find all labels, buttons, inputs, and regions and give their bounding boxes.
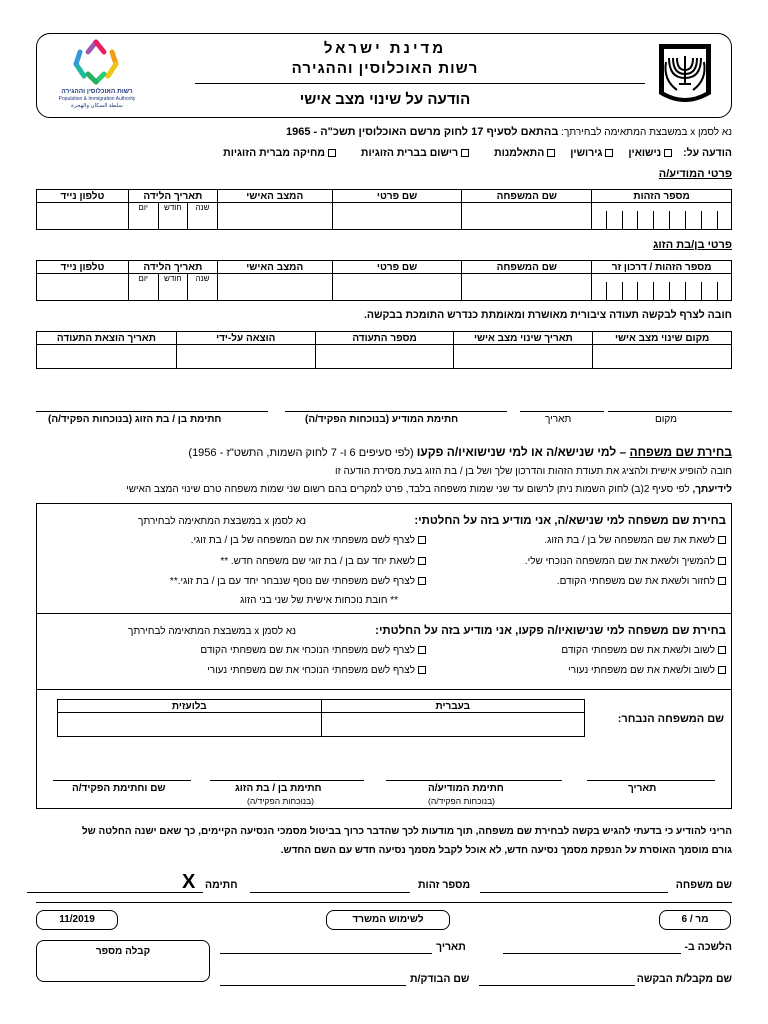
branch-line[interactable] — [503, 953, 681, 954]
state-emblem — [655, 42, 715, 110]
firstname-cell[interactable] — [332, 203, 462, 230]
final-signature-label: חתימה — [205, 879, 238, 891]
footer-divider — [36, 902, 732, 903]
office-use-box: לשימוש המשרד — [326, 910, 450, 930]
checker-line[interactable] — [220, 985, 406, 986]
notifier-sig-label-2: חתימת המודיע/ה — [428, 783, 504, 794]
spouse-section-title: פרטי בן/בת הזוג — [653, 239, 732, 251]
document-table: מקום שינוי מצב אישי תאריך שינוי מצב אישי מספר התעודה הוצאה על-ידי תאריך הוצאת התעודה — [36, 331, 732, 369]
mobile-cell[interactable] — [37, 203, 129, 230]
hebrew-name-cell[interactable] — [321, 713, 584, 737]
surname-law: (לפי סעיפים 6 ו- 7 לחוק השמות, התשט"ז - 1956) — [188, 447, 414, 459]
logo-text-ar: سلطة السكان والهجرة — [71, 103, 123, 109]
logo-text-en: Population & Immigration Authority — [58, 96, 136, 102]
emblem-caption: ישראל — [677, 93, 693, 99]
choice1-option-6[interactable]: לצרף לשם משפחתי שם נוסף שנבחר יחד עם בן / בת זוגי.** — [170, 576, 426, 587]
notifier-sig-label-1: חתימת המודיע (בנוכחות הפקיד/ה) — [305, 414, 459, 425]
doc-date-cell[interactable] — [454, 345, 593, 369]
option-divorce[interactable]: גירושין — [570, 147, 613, 159]
surname-cell[interactable] — [462, 203, 592, 230]
logo-text-he: רשות האוכלוסין וההגירה — [61, 88, 133, 95]
choice1-title: בחירת שם משפחה למי שנישא/ה, אני מודיע בזה על החלטתי: — [414, 515, 726, 527]
col-firstname: שם פרטי — [332, 190, 462, 203]
doc-number-cell[interactable] — [315, 345, 454, 369]
spouse-sig-line-2[interactable] — [210, 780, 364, 781]
intro-line — [36, 126, 732, 138]
checkbox[interactable] — [605, 149, 613, 157]
receiver-line[interactable] — [479, 985, 635, 986]
spouse-status-cell[interactable] — [217, 274, 332, 301]
declaration-line1: הריני להודיע כי בדעתי להגיש בקשה לבחירת שם משפחה, תוך מודעות לכך שהדבר כרוך בביטול מסמכי הנסיעה הקיימים, כך שאם ישנה החלטה של — [81, 826, 732, 837]
option-marriage[interactable]: נישואין — [628, 147, 672, 159]
surname-line1: חובה להופיע אישית ולהציג את תעודת הזהות והדרכון שלך ושל בן / בת הזוג בעת מסירת הודעה זו — [334, 466, 732, 477]
checker-label: שם הבודק/ת — [410, 973, 470, 985]
clerk-sig-line[interactable] — [53, 780, 191, 781]
clerk-sig-label: שם וחתימת הפקיד/ה — [72, 783, 166, 794]
choice2-option-2[interactable]: לשוב ולשאת את שם משפחתי נעורי — [568, 665, 726, 676]
surname-choice-box — [36, 503, 732, 809]
surname-subtitle: למי שנישא/ה או למי שנישואיו/ה פקעו — [416, 445, 617, 459]
place-label: מקום — [655, 414, 678, 425]
choice2-title: בחירת שם משפחה למי שנישואיו/ה פקעו, אני מודיע בזה על החלטתי: — [375, 625, 726, 637]
choice2-option-3[interactable]: לצרף לשם משפחתי הנוכחי את שם משפחתי הקודם — [200, 645, 426, 656]
option-union-register[interactable]: רישום בברית הזוגיות — [361, 147, 469, 159]
choice1-option-3[interactable]: לחזור ולשאת את שם משפחתי הקודם. — [557, 576, 726, 587]
place-line[interactable] — [608, 411, 732, 412]
spouse-id-cell[interactable] — [592, 274, 732, 301]
footer-date-label: תאריך — [436, 941, 466, 953]
spouse-birthdate-cell[interactable]: שנה חודש יום — [128, 274, 217, 301]
id-cell[interactable] — [592, 203, 732, 230]
state-name: מדינת ישראל — [323, 40, 447, 57]
final-id-label: מספר זהות — [418, 879, 471, 891]
surname-title: בחירת שם משפחה — [629, 445, 732, 459]
notice-options — [223, 147, 732, 159]
doc-issue-date-cell[interactable] — [37, 345, 177, 369]
choice1-option-2[interactable]: להמשיך ולשאת את שם המשפחה הנוכחי שלי. — [525, 556, 726, 567]
spouse-mobile-cell[interactable] — [37, 274, 129, 301]
law-reference: בהתאם לסעיף 17 לחוק מרשם האוכלוסין תשכ"ה - 1965 — [285, 126, 559, 138]
final-id-line[interactable] — [250, 892, 410, 893]
authority-name: רשות האוכלוסין וההגירה — [291, 60, 479, 77]
doc-issuer-cell[interactable] — [176, 345, 315, 369]
status-cell[interactable] — [217, 203, 332, 230]
date-label-1: תאריך — [545, 414, 572, 425]
choice1-option-4[interactable]: לצרף לשם משפחתי את שם המשפחה של בן / בת זוגי. — [191, 535, 426, 546]
choice1-footnote: ** חובת נוכחות אישית של שני בני הזוג — [240, 595, 398, 606]
menorah-emblem-icon — [655, 42, 715, 110]
final-surname-label: שם משפחה — [675, 879, 732, 891]
choice2-note: נא לסמן x במשבצת המתאימה לבחירתך — [128, 626, 297, 637]
spouse-sig-sub-2: (בנוכחות הפקיד/ה) — [247, 796, 315, 806]
surname-line2: לידיעתך, לפי סעיף 2(ב) לחוק השמות ניתן לרשום עד שני שמות משפחה בלבד, פרט למקרים בהם רשום שני שמות משפחה טרם שינוי המצב האישי — [126, 484, 732, 495]
chosen-name-table — [57, 699, 585, 737]
date-line-2[interactable] — [587, 780, 715, 781]
col-status: המצב האישי — [217, 190, 332, 203]
choice1-option-5[interactable]: לשאת יחד עם בן / בת זוגי שם משפחה חדש. ** — [220, 556, 426, 567]
intro-instruction: נא לסמן x במשבצת המתאימה לבחירתך: — [561, 127, 732, 138]
form-number-box: מר / 6 — [659, 910, 731, 930]
doc-place-cell[interactable] — [593, 345, 732, 369]
spouse-firstname-cell[interactable] — [332, 274, 462, 301]
foreign-header: בלועזית — [58, 700, 322, 713]
footer-date-line[interactable] — [220, 953, 432, 954]
chosen-name-label: שם המשפחה הנבחר: — [617, 713, 724, 725]
final-surname-line[interactable] — [480, 892, 668, 893]
receiver-label: שם מקבל/ת הבקשה — [636, 973, 732, 985]
spouse-sig-line-1[interactable] — [36, 411, 268, 412]
hebrew-header: בעברית — [321, 700, 584, 713]
final-signature-line[interactable] — [27, 892, 203, 893]
birthdate-cell[interactable]: שנה חודש יום — [128, 203, 217, 230]
star-logo-icon — [66, 38, 126, 86]
date-code-box: 11/2019 — [36, 910, 118, 930]
notifier-section-title: פרטי המודיע/ה — [658, 168, 732, 180]
receipt-box: קבלה מספר — [36, 940, 210, 982]
col-id: מספר הזהות — [592, 190, 732, 203]
spouse-surname-cell[interactable] — [462, 274, 592, 301]
choice1-note: נא לסמן x במשבצת המתאימה לבחירתך — [138, 516, 307, 527]
notifier-sig-line-2[interactable] — [386, 780, 562, 781]
header-divider — [195, 83, 645, 84]
declaration-line2: גורם מוסמך האוסרת על הנפקת מסמך נסיעה חדש, לא אוכל לקבל מסמך נסיעה חדש עם השם החדש. — [280, 845, 732, 856]
option-union-delete[interactable]: מחיקה מברית הזוגיות — [223, 147, 336, 159]
checkbox[interactable] — [664, 149, 672, 157]
col-mobile: טלפון נייד — [37, 190, 129, 203]
form-title: הודעה על שינוי מצב אישי — [299, 91, 471, 108]
notice-label: הודעה על: — [683, 147, 732, 159]
date-label-2: תאריך — [628, 783, 657, 794]
pia-logo — [52, 38, 142, 118]
choice-divider-2 — [36, 689, 732, 690]
choice2-option-1[interactable]: לשוב ולשאת את שם משפחתי הקודם — [561, 645, 726, 656]
spouse-table: מספר הזהות / דרכון זר שם המשפחה שם פרטי המצב האישי תאריך הלידה טלפון נייד שנה חודש יום — [36, 260, 732, 301]
choice-divider-1 — [36, 613, 732, 614]
choice2-option-4[interactable]: לצרף לשם משפחתי הנוכחי את שם משפחתי נעורי — [207, 665, 426, 676]
branch-label: הלשכה ב- — [684, 941, 732, 953]
choice1-option-1[interactable]: לשאת את שם המשפחה של בן / בת הזוג. — [544, 535, 726, 546]
notifier-sig-line-1[interactable] — [285, 411, 507, 412]
document-note: חובה לצרף לבקשה תעודה ציבורית מאושרת ומאומתת כנדרש התומכת בבקשה. — [364, 309, 732, 321]
spouse-sig-label-1: חתימת בן / בת הזוג (בנוכחות הפקיד/ה) — [48, 414, 222, 425]
checkbox[interactable] — [328, 149, 336, 157]
col-birthdate: תאריך הלידה — [128, 190, 217, 203]
date-line-1[interactable] — [520, 411, 604, 412]
notifier-sig-sub-2: (בנוכחות הפקיד/ה) — [428, 796, 496, 806]
option-widowhood[interactable]: התאלמנות — [494, 147, 555, 159]
x-mark: X — [182, 871, 196, 893]
surname-header: בחירת שם משפחה – למי שנישא/ה או למי שנישואיו/ה פקעו (לפי סעיפים 6 ו- 7 לחוק השמות, התשט"ז - 1956) — [188, 445, 732, 459]
checkbox[interactable] — [547, 149, 555, 157]
checkbox[interactable] — [461, 149, 469, 157]
spouse-sig-label-2: חתימת בן / בת הזוג — [235, 783, 322, 794]
foreign-name-cell[interactable] — [58, 713, 322, 737]
col-surname: שם המשפחה — [462, 190, 592, 203]
notifier-table — [36, 189, 732, 230]
